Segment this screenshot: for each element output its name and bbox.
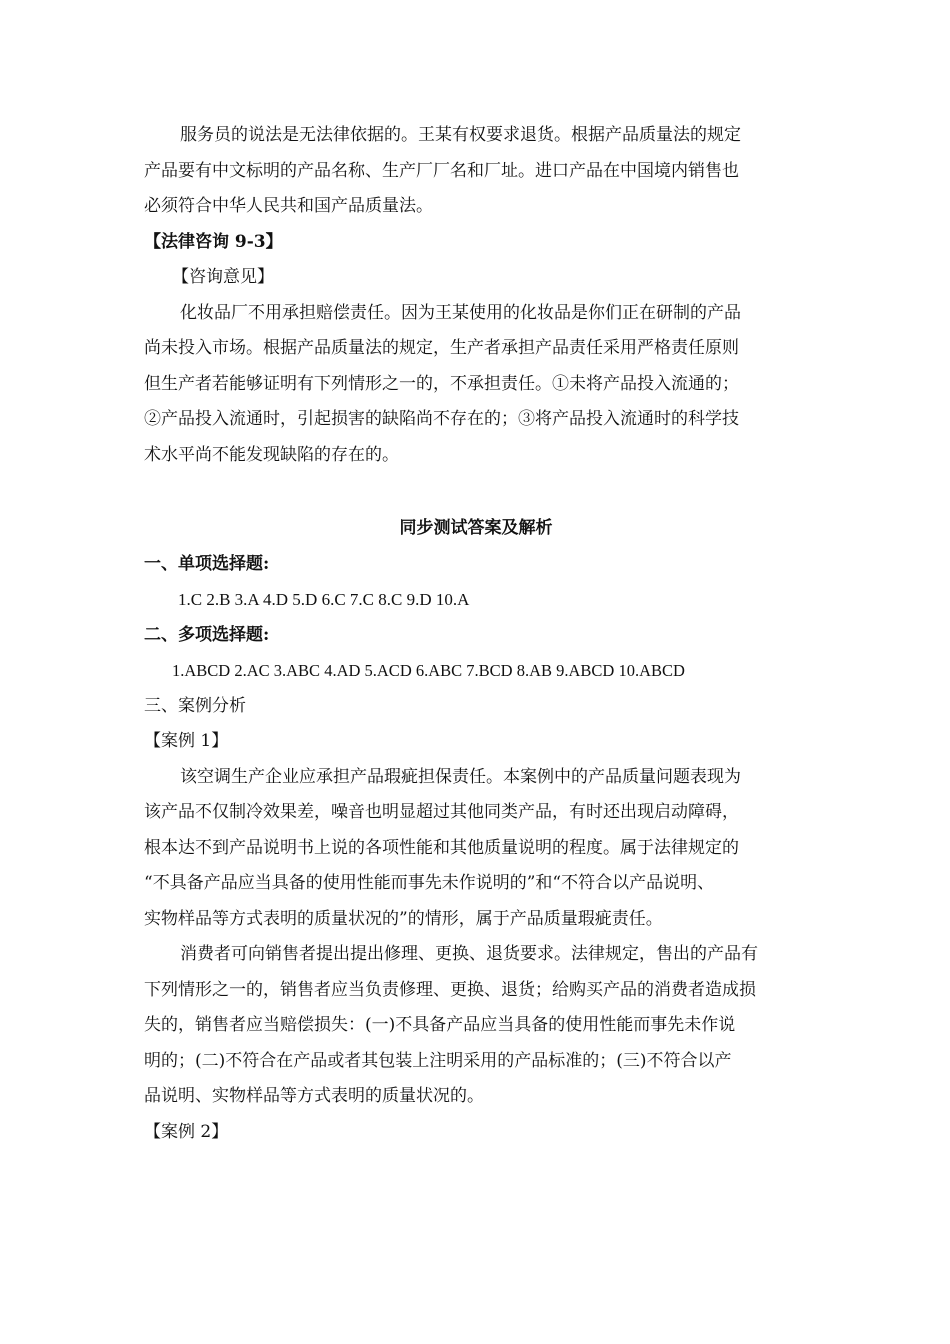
multi-choice-heading: 二、多项选择题: [144,624,270,645]
paragraph-line: ②产品投入流通时，引起损害的缺陷尚不存在的；③将产品投入流通时的科学技 [144,409,739,429]
paragraph-line: 产品要有中文标明的产品名称、生产厂厂名和厂址。进口产品在中国境内销售也 [144,160,739,181]
section-title: 同步测试答案及解析 [399,518,553,538]
paragraph-line: “不具备产品应当具备的使用性能而事先未作说明的”和“不符合以产品说明、 [144,873,715,893]
paragraph-line: 品说明、实物样品等方式表明的质量状况的。 [144,1086,484,1106]
consult-heading: 【法律咨询 9-3】 [144,231,283,252]
paragraph-line: 根本达不到产品说明书上说的各项性能和其他质量说明的程度。属于法律规定的 [144,837,739,858]
document-page [144,118,808,1150]
single-choice-answers: 1.C 2.B 3.A 4.D 5.D 6.C 7.C 8.C 9.D 10.A [178,590,470,609]
consult-subheading: 【咨询意见】 [172,267,274,287]
paragraph-line: 下列情形之一的，销售者应当负责修理、更换、退货；给购买产品的消费者造成损 [144,979,756,1000]
paragraph-line: 明的；(二)不符合在产品或者其包装上注明采用的产品标准的；(三)不符合以产 [144,1050,732,1071]
paragraph-line: 尚未投入市场。根据产品质量法的规定，生产者承担产品责任采用严格责任原则 [144,338,739,358]
paragraph-line: 消费者可向销售者提出提出修理、更换、退货要求。法律规定，售出的产品有 [180,944,758,964]
single-choice-heading: 一、单项选择题: [144,553,270,574]
paragraph-line: 化妆品厂不用承担赔偿责任。因为王某使用的化妆品是你们正在研制的产品 [180,302,741,323]
multi-choice-answers: 1.ABCD 2.AC 3.ABC 4.AD 5.ACD 6.ABC 7.BCD 8.AB 9.ABCD 10.ABCD [172,661,685,680]
case-label: 【案例 2】 [144,1121,229,1142]
paragraph-line: 实物样品等方式表明的质量状况的”的情形，属于产品质量瑕疵责任。 [144,908,663,929]
case-label: 【案例 1】 [144,731,229,751]
paragraph-line: 必须符合中华人民共和国产品质量法。 [144,196,433,216]
paragraph-line: 但生产者若能够证明有下列情形之一的，不承担责任。①未将产品投入流通的； [144,373,739,394]
paragraph-line: 失的，销售者应当赔偿损失：(一)不具备产品应当具备的使用性能而事先未作说 [144,1015,736,1035]
paragraph-line: 该产品不仅制冷效果差，噪音也明显超过其他同类产品，有时还出现启动障碍， [144,802,739,822]
paragraph-line: 该空调生产企业应承担产品瑕疵担保责任。本案例中的产品质量问题表现为 [180,766,741,787]
paragraph-line: 服务员的说法是无法律依据的。王某有权要求退货。根据产品质量法的规定 [180,125,741,145]
paragraph-line: 术水平尚不能发现缺陷的存在的。 [144,444,399,465]
case-analysis-heading: 三、案例分析 [144,695,246,716]
